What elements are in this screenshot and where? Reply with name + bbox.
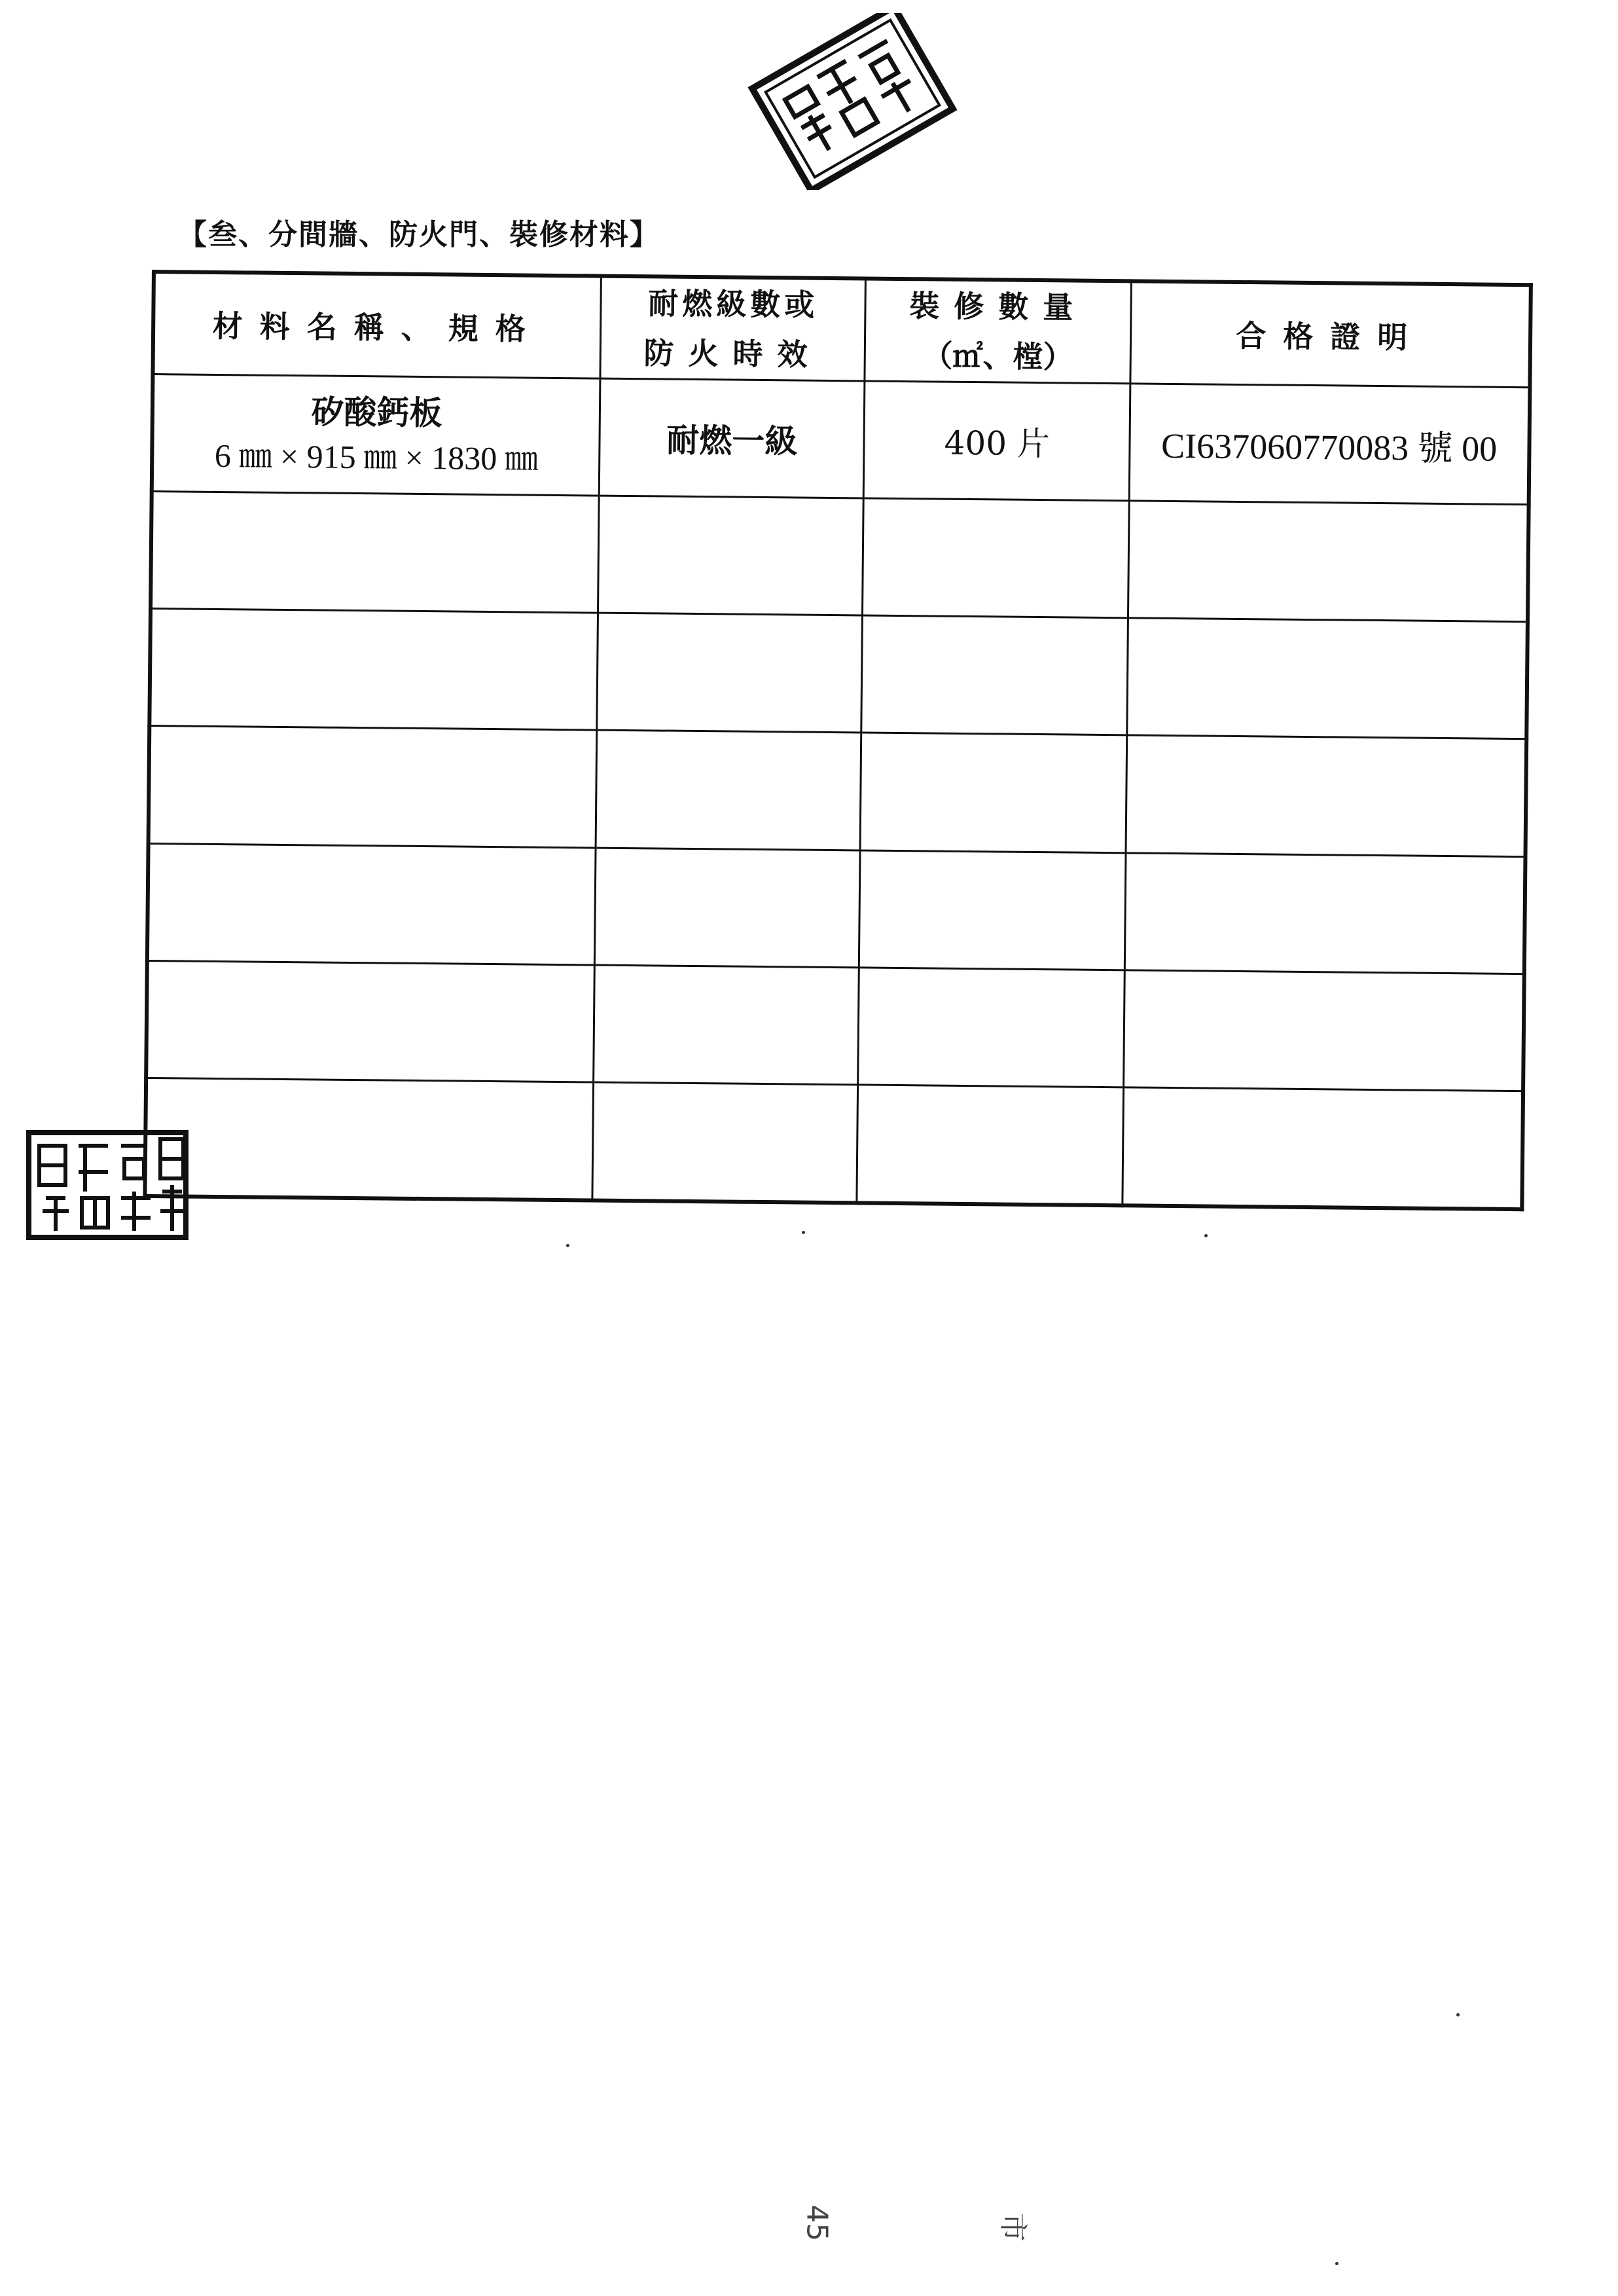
header-fire-rating-line2: 防火時效 [643,335,822,373]
empty-cell [1123,1087,1523,1210]
empty-cell [858,968,1125,1087]
empty-table-row [147,843,1526,974]
empty-cell [1127,618,1528,739]
header-quantity [865,278,1132,383]
empty-cell [594,965,859,1085]
scan-speck [1204,1234,1208,1237]
scan-speck [802,1231,805,1234]
header-quantity-line1: 裝修數量 [909,288,1088,325]
empty-cell [859,850,1126,970]
empty-cell [1125,852,1526,974]
scan-speck [1456,2013,1460,2016]
certificate-cell: CI637060770083 號 00 [1129,384,1530,505]
empty-cell [145,1078,593,1200]
empty-cell [857,1085,1124,1206]
empty-cell [861,615,1128,735]
scan-speck [566,1244,569,1247]
fire-rating-cell: 耐燃一級 [600,378,865,498]
empty-cell [597,613,863,733]
empty-cell [860,733,1127,852]
header-fire-rating [600,276,865,381]
empty-cell [598,496,864,615]
section-heading: 【叁、分間牆、防火門、裝修材料】 [178,218,660,251]
material-name: 矽酸鈣板 [311,392,442,433]
table-row [152,374,1530,505]
empty-cell [146,960,594,1082]
empty-cell [596,730,861,850]
empty-cell [1126,735,1526,856]
material-spec: 6 ㎜ × 915 ㎜ × 1830 ㎜ [214,437,539,477]
empty-table-row [146,960,1524,1091]
materials-table [143,270,1533,1211]
header-material [153,272,601,378]
scan-speck [1335,2262,1339,2265]
footer-left-mark: 45 [800,2204,834,2242]
header-fire-rating-line1: 耐燃級數或 [648,285,819,323]
empty-cell [592,1082,858,1203]
empty-cell [151,492,599,613]
empty-table-row [149,726,1527,856]
footer-right-mark: 市 [996,2213,1030,2242]
header-certificate-label: 合格證明 [1236,318,1425,355]
top-seal-stamp [746,13,962,190]
empty-cell [1128,501,1529,622]
empty-table-row [151,492,1529,622]
empty-cell [147,843,596,965]
header-certificate [1130,281,1531,387]
empty-cell [1124,970,1524,1091]
empty-cell [149,726,597,848]
empty-cell [595,848,861,968]
empty-cell [149,609,598,731]
header-material-label: 材料名稱、規格 [212,308,543,347]
table-header-row [153,272,1530,388]
quantity-cell: 400 片 [863,381,1130,501]
header-quantity-line2: （㎡、樘） [922,338,1073,375]
empty-table-row [149,609,1528,739]
material-cell [152,374,600,496]
empty-table-row [145,1078,1523,1209]
empty-cell [863,498,1130,618]
materials-table-container [143,270,1533,1211]
